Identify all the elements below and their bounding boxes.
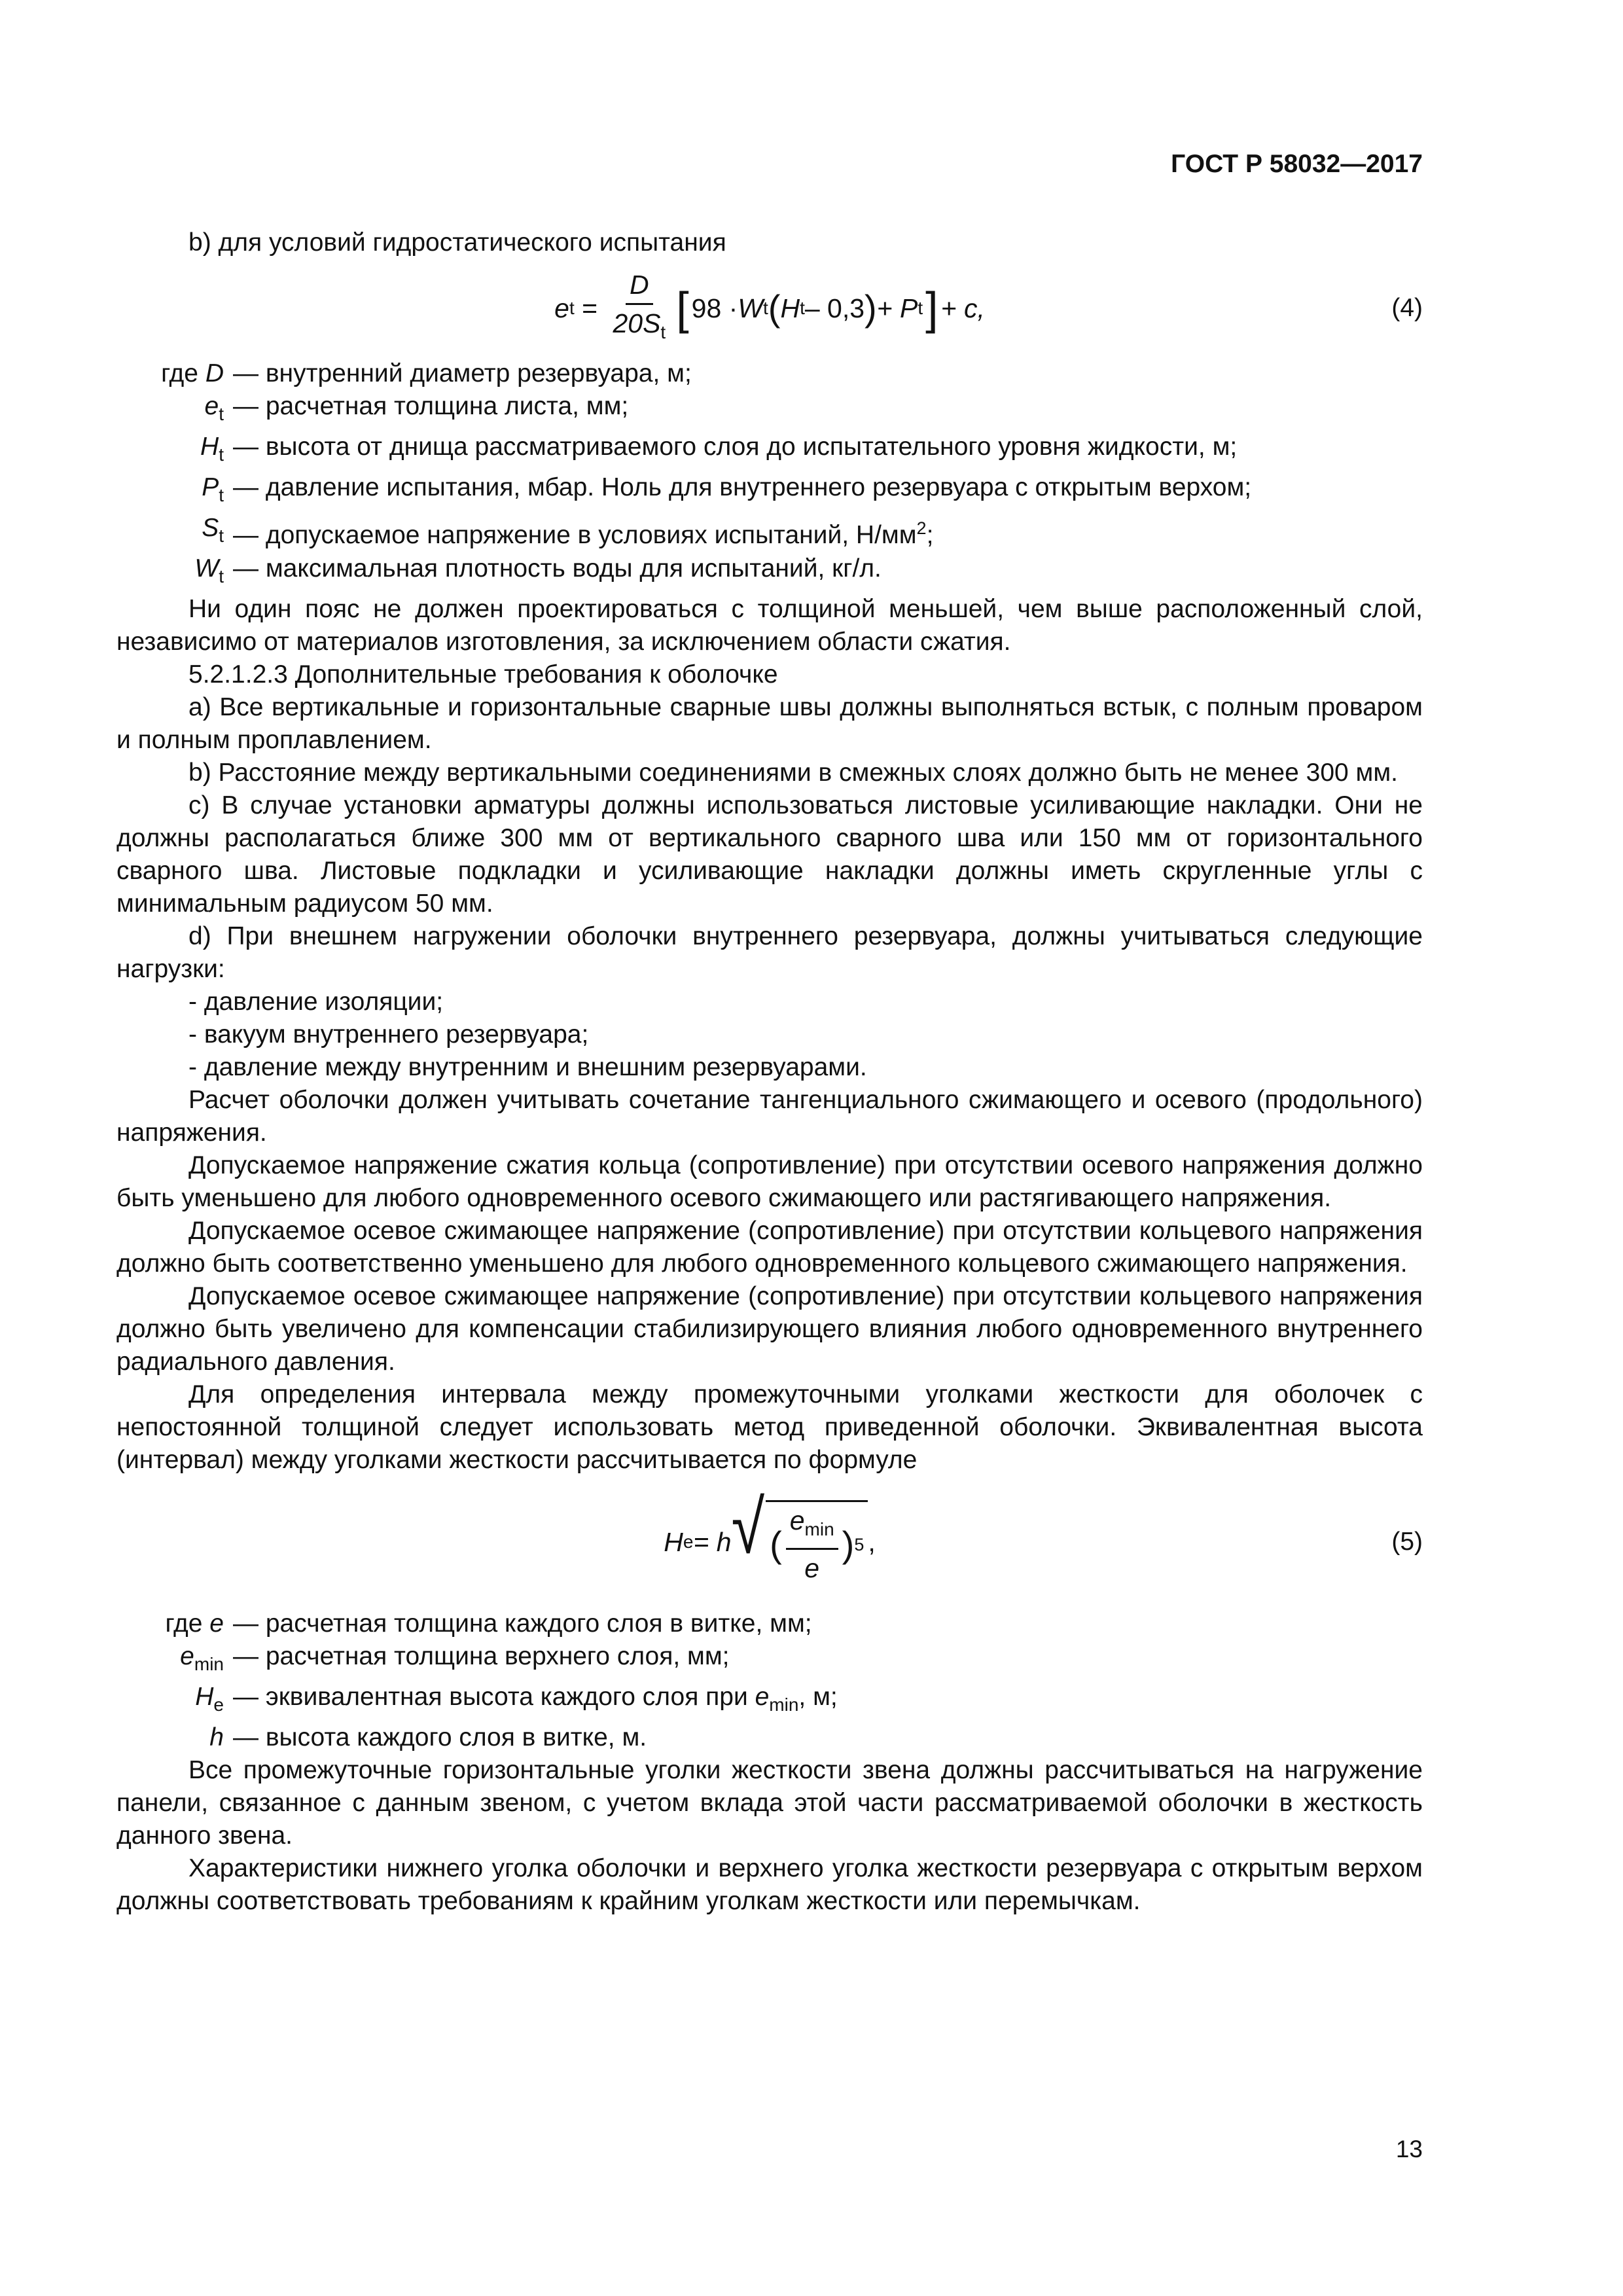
para-bottom: Характеристики нижнего уголка оболочки и верхнего уголка жесткости резервуара с открытым верхом должны соответствовать требованиям к крайним уголкам жесткости или перемычкам. xyxy=(116,1854,1423,1915)
formula-5: H e = h √ ( $\frac{e_{min}}{e}$ ) 5 , (5) xyxy=(664,1485,1423,1583)
para-allow-1: Допускаемое напряжение сжатия кольца (сопротивление) при отсутствии осевого напряжения должно быть уменьшено для любого одновременного осевого сжимающего или растягивающего напряжения. xyxy=(116,1151,1423,1212)
formula-4-definitions: где D — внутренний диаметр резервуара, м; $e_t$ — расчетная толщина листа, мм; $H_t$ — высота от днища рассматриваемого слоя до испытательного уровня жидкости, м; $P_t$ — давление испытания, мбар. Ноль для внутреннего резервуара с открытым верхом; $S_t$ — допускаемое напряжение в условиях испытаний, $Н/мм^2$; $W_t$ — максимальная плотность воды для испытаний, кг/л. xyxy=(161,359,1252,586)
para-interval: Для определения интервала между промежуточными уголками жесткости для оболочек с непостоянной толщиной следует использовать метод приведенной оболочки. Эквивалентная высота (интервал) между уголками жесткости рассчитывается по формуле xyxy=(116,1380,1423,1474)
para-allow-3: Допускаемое осевое сжимающее напряжение (сопротивление) при отсутствии кольцевого напряжения должно быть увеличено для компенсации стабилизирующего влияния любого одновременного внутреннего радиального давления. xyxy=(116,1282,1423,1376)
para-no-belt: Ни один пояс не должен проектироваться с толщиной меньшей, чем выше расположенный слой, независимо от материалов изготовления, за исключением области сжатия. xyxy=(116,595,1423,656)
body-text xyxy=(116,226,1423,1918)
formula-4-fraction: $\frac{D}{20S_t}$ xyxy=(613,269,666,342)
load-item: - давление изоляции; xyxy=(188,988,444,1016)
para-corners: Все промежуточные горизонтальные уголки жесткости звена должны рассчитываться на нагружение панели, связанное с данным звеном, с учетом вклада этой части рассматриваемой оболочки в жесткость данного звена. xyxy=(116,1756,1423,1850)
item-a: a) Все вертикальные и горизонтальные сварные швы должны выполняться встык, с полным проваром и полным проплавлением. xyxy=(116,693,1423,754)
page-number: 13 xyxy=(1395,2136,1423,2162)
section-b-title: b) для условий гидростатического испытания xyxy=(188,228,726,257)
load-item: - вакуум внутреннего резервуара; xyxy=(188,1020,589,1049)
item-b: b) Расстояние между вертикальными соединениями в смежных слоях должно быть не менее 300 мм. xyxy=(188,759,1399,787)
load-item: - давление между внутренним и внешним резервуарами. xyxy=(188,1053,867,1081)
formula-4-number: (4) xyxy=(1391,294,1423,322)
section-heading: 5.2.1.2.3 Дополнительные требования к оболочке xyxy=(188,660,778,689)
item-d: d) При внешнем нагружении оболочки внутреннего резервуара, должны учитываться следующие нагрузки: xyxy=(116,922,1423,983)
formula-4: e t = $\frac{D}{20S_t}$ [ 98 · W t ( H t – 0,3 ) + P t ] + c, (4) xyxy=(116,259,1423,357)
item-c: c) В случае установки арматуры должны использоваться листовые усиливающие накладки. Они не должны располагаться ближе 300 мм от вертикального сварного шва или 150 мм от горизонтального сварного шва. Листовые подкладки и усиливающие накладки должны иметь скругленные углы с минимальным радиусом 50 мм. xyxy=(116,791,1423,918)
formula-5-root: √ ( $\frac{e_{min}}{e}$ ) 5 xyxy=(732,1500,868,1584)
para-allow-2: Допускаемое осевое сжимающее напряжение (сопротивление) при отсутствии кольцевого напряжения должно быть соответственно уменьшено для любого одновременного кольцевого сжимающего напряжения. xyxy=(116,1217,1423,1278)
formula-5-definitions: где e — расчетная толщина каждого слоя в витке, мм; $e_{min}$ — расчетная толщина верхнего слоя, мм; $H_e$ — эквивалентная высота каждого слоя при $e_{min}$, м; h — высота каждого слоя в витке, м. xyxy=(165,1609,838,1751)
para-calc: Расчет оболочки должен учитывать сочетание тангенциального сжимающего и осевого (продольного) напряжения. xyxy=(116,1086,1423,1147)
standard-header: ГОСТ Р 58032—2017 xyxy=(1171,150,1423,178)
formula-5-number: (5) xyxy=(1391,1528,1423,1556)
